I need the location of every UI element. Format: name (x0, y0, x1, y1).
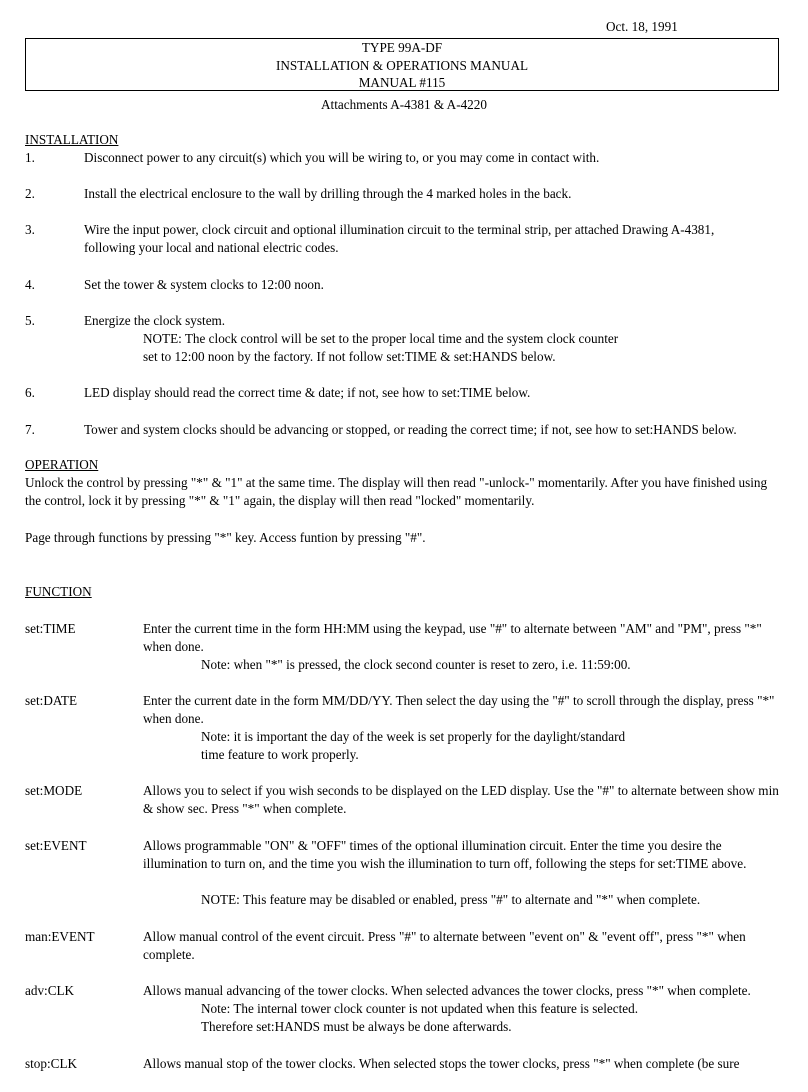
operation-paragraph: Unlock the control by pressing "*" & "1" at the same time. The display will then read "-unlock-" momentarily. After you have finished using the control, lock it by pressing "*" & "1" again, the display will then read "locked" momentarily. (25, 475, 768, 508)
function-name: man:EVENT (25, 929, 95, 944)
function-description: Allows you to select if you wish seconds to be displayed on the LED display. Use the "#" to alternate between show min & show sec. Press "*" when complete. (143, 783, 779, 816)
function-name: set:TIME (25, 621, 76, 636)
step-number: 3. (25, 222, 35, 237)
function-name: set:EVENT (25, 838, 87, 853)
step-number: 7. (25, 422, 35, 437)
operation-paragraph: Page through functions by pressing "*" key. Access funtion by pressing "#". (25, 530, 426, 545)
function-heading: FUNCTION (25, 584, 92, 599)
function-description: Allows manual stop of the tower clocks. When selected stops the tower clocks, press "*" when complete (be sure (143, 1056, 740, 1071)
step-text: Wire the input power, clock circuit and optional illumination circuit to the terminal strip, per attached Drawing A-4381, (84, 222, 715, 237)
step-number: 1. (25, 150, 35, 165)
step-number: 4. (25, 277, 35, 292)
title-box (25, 38, 779, 91)
step-number: 5. (25, 313, 35, 328)
function-note-continued: time feature to work properly. (201, 747, 359, 762)
step-text: Tower and system clocks should be advancing or stopped, or reading the correct time; if not, see how to set:HANDS below. (84, 422, 737, 437)
function-name: set:DATE (25, 693, 78, 708)
function-name: set:MODE (25, 783, 83, 798)
step-number: 6. (25, 385, 35, 400)
function-description: Allows manual advancing of the tower clocks. When selected advances the tower clocks, press "*" when complete. (143, 983, 751, 998)
function-description: Enter the current date in the form MM/DD/YY. Then select the day using the "#" to scroll through the display, press "*" when done. (143, 693, 775, 726)
function-description: Enter the current time in the form HH:MM using the keypad, use "#" to alternate between "AM" and "PM", press "*" when done. (143, 621, 762, 654)
step-text: Disconnect power to any circuit(s) which you will be wiring to, or you may come in contact with. (84, 150, 600, 165)
step-text: Set the tower & system clocks to 12:00 noon. (84, 277, 324, 292)
function-description: Allows programmable "ON" & "OFF" times of the optional illumination circuit. Enter the time you desire the illumination to turn on, and the time you wish the illumination to turn off, following the steps for set:TIME above. (143, 838, 747, 871)
attachments-line: Attachments A-4381 & A-4220 (321, 97, 487, 112)
step-text: Install the electrical enclosure to the wall by drilling through the 4 marked holes in the back. (84, 186, 572, 201)
step-note-continued: set to 12:00 noon by the factory. If not follow set:TIME & set:HANDS below. (143, 349, 556, 364)
function-note: Note: when "*" is pressed, the clock second counter is reset to zero, i.e. 11:59:00. (201, 657, 631, 672)
step-number: 2. (25, 186, 35, 201)
function-description: Allow manual control of the event circuit. Press "#" to alternate between "event on" & "event off", press "*" when complete. (143, 929, 746, 962)
operation-heading: OPERATION (25, 457, 99, 472)
function-note: NOTE: This feature may be disabled or enabled, press "#" to alternate and "*" when complete. (201, 892, 701, 907)
title-line-1: TYPE 99A-DF (361, 40, 443, 55)
step-text: Energize the clock system. (84, 313, 226, 328)
step-text-continued: following your local and national electric codes. (84, 240, 339, 255)
document-date: Oct. 18, 1991 (606, 19, 678, 34)
step-text: LED display should read the correct time & date; if not, see how to set:TIME below. (84, 385, 531, 400)
function-note: Note: The internal tower clock counter is not updated when this feature is selected. (201, 1001, 638, 1016)
installation-heading: INSTALLATION (25, 132, 119, 147)
function-note: Note: it is important the day of the week is set properly for the daylight/standard (201, 729, 626, 744)
function-note-continued: Therefore set:HANDS must be always be done afterwards. (201, 1019, 512, 1034)
function-name: adv:CLK (25, 983, 75, 998)
title-line-3: MANUAL #115 (358, 75, 446, 90)
title-line-2: INSTALLATION & OPERATIONS MANUAL (275, 57, 529, 73)
function-name: stop:CLK (25, 1056, 78, 1071)
step-note: NOTE: The clock control will be set to the proper local time and the system clock counter (143, 331, 619, 346)
